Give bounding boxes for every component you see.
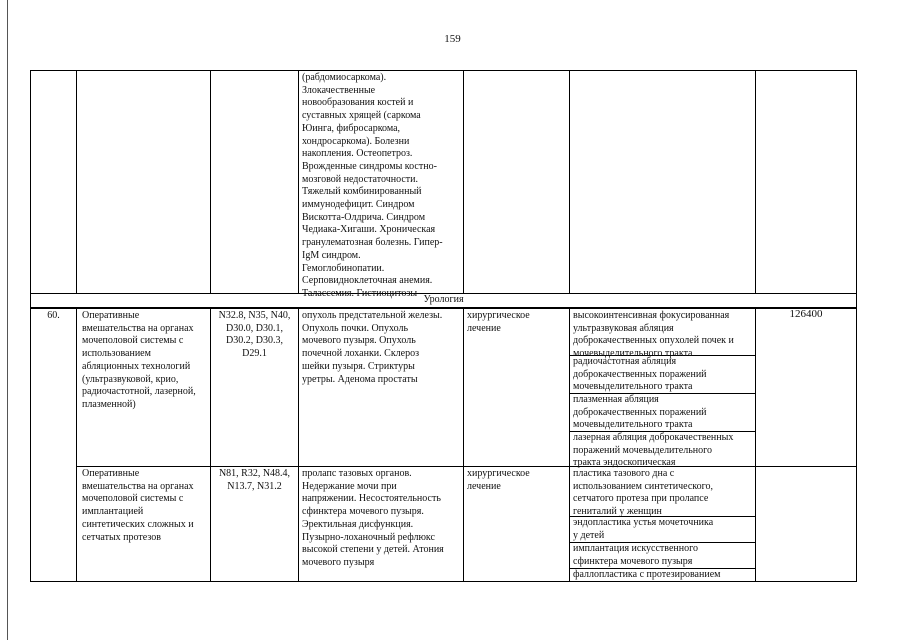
method-cell: пластика тазового дна с использованием синтетического, сетчатого протеза при пролапсе гениталий у женщин	[573, 468, 713, 518]
column-divider	[298, 70, 299, 293]
icd-codes-cell: N81, R32, N48.4, N13.7, N31.2	[218, 468, 291, 492]
column-divider	[463, 70, 464, 293]
method-cell: лазерная абляция доброкачественных поражений мочевыделительного тракта эндоскопическая	[573, 432, 734, 469]
column-divider	[210, 70, 211, 293]
column-divider	[463, 308, 464, 581]
method-cell: имплантация искусственного сфинктера мочевого пузыря	[573, 543, 698, 567]
icd-codes-cell: N32.8, N35, N40, D30.0, D30.1, D30.2, D30.3, D29.1	[218, 310, 291, 360]
method-cell: плазменная абляция доброкачественных поражений мочевыделительного тракта	[573, 394, 707, 431]
table-border-left	[30, 70, 31, 581]
column-divider	[76, 308, 77, 581]
cost-cell: 126400	[789, 308, 823, 320]
column-divider	[569, 70, 570, 293]
table-border-top	[30, 70, 857, 71]
treatment-type-cell: хирургическое лечение	[467, 468, 530, 492]
page-number: 159	[444, 33, 461, 45]
method-cell: фаллопластика с протезированием	[573, 569, 721, 580]
diagnoses-cell: опухоль предстательной железы. Опухоль почки. Опухоль мочевого пузыря. Опухоль почечной лоханки. Склероз шейки пузыря. Стриктуры уретры. Аденома простаты	[302, 310, 443, 385]
column-divider	[76, 70, 77, 293]
section-heading: Урология	[423, 294, 464, 305]
column-divider	[755, 308, 756, 581]
table-border-right	[856, 70, 857, 581]
method-cell: эндопластика устья мочеточника у детей	[573, 517, 714, 541]
table-border-bottom	[30, 581, 857, 582]
column-divider	[298, 308, 299, 581]
treatment-type-cell: хирургическое лечение	[467, 310, 530, 334]
method-cell: высокоинтенсивная фокусированная ультразвуковая абляция доброкачественных опухолей почек и мочевыделительного тракта	[573, 310, 734, 360]
row-divider	[30, 308, 857, 309]
row-divider	[76, 466, 857, 467]
row-number: 60.	[47, 310, 60, 321]
page-edge-line	[7, 0, 8, 640]
method-cell: радиочастотная абляция доброкачественных поражений мочевыделительного тракта	[573, 356, 707, 393]
column-divider	[755, 70, 756, 293]
procedure-name-cell: Оперативные вмешательства на органах мочеполовой системы с использованием абляционных технологий (ультразвуковой, крио, радиочастотной, лазерной, плазменной)	[82, 310, 196, 410]
medical-procedures-table	[30, 70, 857, 582]
procedure-name-cell: Оперативные вмешательства на органах мочеполовой системы с имплантацией синтетических сложных и сетчатых протезов	[82, 468, 194, 543]
diagnoses-cell: пролапс тазовых органов. Недержание мочи при напряжении. Несостоятельность сфинктера мочевого пузыря. Эректильная дисфункция. Пузырно-лоханочный рефлюкс высокой степени у детей. Атония мочевого пузыря	[302, 468, 444, 568]
diagnoses-cell: (рабдомиосаркома). Злокачественные новообразования костей и суставных хрящей (саркома Юинга, фибросаркома, хондросаркома). Болезни накопления. Остеопетроз. Врожденные синдромы костно- мозговой недостаточности. Тяжелый комбинированный иммунодефицит. Синдром Вискотта-Олдрича. Синдром Чедиака-Хигаши. Хроническая гранулематозная болезнь. Гипер- IgM синдром. Гемоглобинопатии. Серповидноклеточная анемия. Талассемия. Гистиоцитозы	[302, 72, 443, 299]
column-divider	[569, 308, 570, 581]
